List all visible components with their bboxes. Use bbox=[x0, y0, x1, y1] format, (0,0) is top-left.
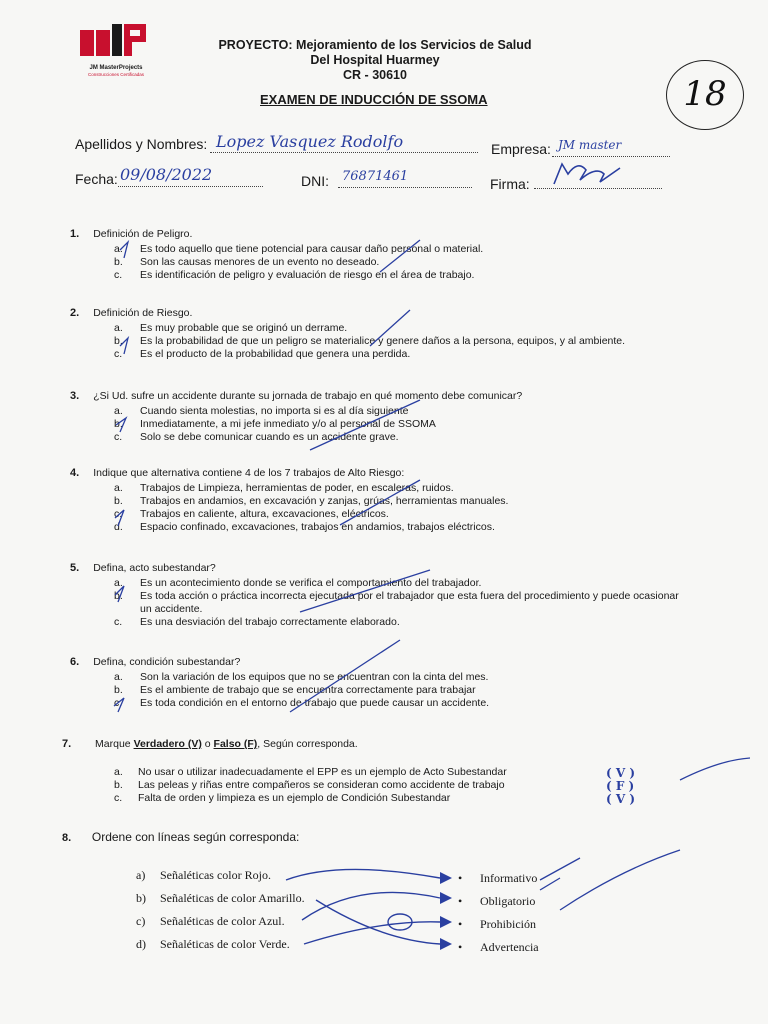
option-text: Es el producto de la probabilidad que genera una perdida. bbox=[140, 348, 411, 360]
match-text: Señaléticas de color Verde. bbox=[160, 937, 290, 951]
tf-letter: c. bbox=[114, 792, 123, 804]
option-text: Es muy probable que se originó un derrame. bbox=[140, 322, 348, 334]
option-text: Cuando sienta molestias, no importa si es al día siguiente bbox=[140, 405, 409, 417]
match-text: Señaléticas de color Amarillo. bbox=[160, 891, 305, 905]
option-text: Es toda condición en el entorno de trabajo que puede causar un accidente. bbox=[140, 697, 490, 709]
option-letter: b. bbox=[114, 684, 123, 696]
dni-value: 76871461 bbox=[342, 169, 409, 184]
date-value: 09/08/2022 bbox=[120, 165, 213, 184]
option-text: Es la probabilidad de que un peligro se materialice y genere daños a la persona, equipos, y al ambiente. bbox=[140, 335, 626, 347]
option-text: Es un acontecimiento donde se verifica el comportamiento del trabajador. bbox=[140, 577, 482, 589]
tf-text: Las peleas y riñas entre compañeros se consideran como accidente de trabajo bbox=[138, 779, 505, 791]
option-text: Es toda acción o práctica incorrecta ejecutada por el trabajador que esta fuera del procedimiento y puede ocasionar un accidente. bbox=[140, 590, 679, 615]
tf-text: Falta de orden y limpieza es un ejemplo de Condición Subestandar bbox=[138, 792, 451, 804]
option-text: Es identificación de peligro y evaluación de riesgo en el área de trabajo. bbox=[140, 269, 475, 281]
names-label: Apellidos y Nombres: bbox=[75, 136, 208, 152]
option-letter: a. bbox=[114, 243, 123, 255]
question-number: 2. bbox=[70, 307, 80, 319]
option-text: Es el ambiente de trabajo que se encuentra correctamente para trabajar bbox=[140, 684, 476, 696]
question-text: Indique que alternativa contiene 4 de los 7 trabajos de Alto Riesgo: bbox=[93, 467, 405, 479]
tf-letter: a. bbox=[114, 766, 123, 778]
match-text: Señaléticas color Rojo. bbox=[160, 868, 271, 882]
option-letter: b. bbox=[114, 495, 123, 507]
question-text: Defina, acto subestandar? bbox=[93, 562, 216, 574]
option-letter: a. bbox=[114, 322, 123, 334]
tf-answer[interactable]: ( F ) bbox=[606, 779, 635, 793]
project-line-1: PROYECTO: Mejoramiento de los Servicios de Salud bbox=[218, 38, 532, 52]
logo-subcaption: Construcciones Certificadas bbox=[87, 72, 145, 77]
question-8-text: Ordene con líneas según corresponda: bbox=[91, 830, 300, 844]
option-text: Trabajos de Limpieza, herramientas de poder, en escaleras, ruidos. bbox=[140, 482, 454, 494]
tf-answer[interactable]: ( V ) bbox=[606, 792, 636, 806]
q7-true-label: Verdadero (V) bbox=[133, 738, 202, 750]
signature-label: Firma: bbox=[490, 176, 530, 192]
question-7-text-post: , Según corresponda. bbox=[257, 738, 358, 750]
match-category: Informativo bbox=[480, 871, 538, 885]
date-label: Fecha: bbox=[75, 171, 118, 187]
option-text: Son la variación de los equipos que no se encuentran con la cinta del mes. bbox=[140, 671, 489, 683]
bullet-icon: • bbox=[458, 871, 463, 885]
option-letter: a. bbox=[114, 577, 123, 589]
match-letter: d) bbox=[136, 937, 146, 951]
match-letter: c) bbox=[136, 914, 146, 928]
option-letter: b. bbox=[114, 418, 123, 430]
tf-answer[interactable]: ( V ) bbox=[606, 766, 636, 780]
option-letter: b. bbox=[114, 335, 123, 347]
q7-false-label: Falso (F) bbox=[213, 738, 258, 750]
question-text: Definición de Riesgo. bbox=[93, 307, 193, 319]
option-text: Es todo aquello que tiene potencial para causar daño personal o material. bbox=[140, 243, 484, 255]
question-number: 1. bbox=[70, 228, 80, 240]
option-letter: a. bbox=[114, 405, 123, 417]
option-letter: a. bbox=[114, 671, 123, 683]
option-letter: a. bbox=[114, 482, 123, 494]
question-8-number: 8. bbox=[62, 832, 72, 844]
names-value: Lopez Vasquez Rodolfo bbox=[216, 132, 404, 151]
option-text: Inmediatamente, a mi jefe inmediato y/o al personal de SSOMA bbox=[140, 418, 436, 430]
option-letter: c. bbox=[114, 697, 123, 709]
logo-caption: JM MasterProjects bbox=[89, 65, 143, 71]
option-text: Son las causas menores de un evento no deseado. bbox=[140, 256, 380, 268]
option-letter: c. bbox=[114, 431, 123, 443]
question-number: 3. bbox=[70, 390, 80, 402]
bullet-icon: • bbox=[458, 940, 463, 954]
option-text: Es una desviación del trabajo correctamente elaborado. bbox=[140, 616, 400, 628]
match-category: Prohibición bbox=[480, 917, 536, 931]
question-number: 5. bbox=[70, 562, 80, 574]
tf-text: No usar o utilizar inadecuadamente el EPP es un ejemplo de Acto Subestandar bbox=[138, 766, 507, 778]
project-line-3: CR - 30610 bbox=[343, 68, 407, 82]
question-text: Defina, condición subestandar? bbox=[93, 656, 241, 668]
option-letter: c. bbox=[114, 508, 123, 520]
match-category: Advertencia bbox=[480, 940, 539, 954]
option-text: Trabajos en caliente, altura, excavaciones, eléctricos. bbox=[140, 508, 389, 520]
match-category: Obligatorio bbox=[480, 894, 536, 908]
option-letter: c. bbox=[114, 348, 123, 360]
match-letter: b) bbox=[136, 891, 146, 905]
score-value: 18 bbox=[683, 74, 727, 114]
option-letter: b. bbox=[114, 590, 123, 602]
tf-letter: b. bbox=[114, 779, 123, 791]
question-text: ¿Si Ud. sufre un accidente durante su jornada de trabajo en qué momento debe comunicar? bbox=[93, 390, 523, 402]
option-letter: c. bbox=[114, 269, 123, 281]
option-letter: c. bbox=[114, 616, 123, 628]
company-value: JM master bbox=[558, 138, 622, 152]
bullet-icon: • bbox=[458, 917, 463, 931]
question-number: 6. bbox=[70, 656, 80, 668]
bullet-icon: • bbox=[458, 894, 463, 908]
option-text: Solo se debe comunicar cuando es un accidente grave. bbox=[140, 431, 399, 443]
question-text: Definición de Peligro. bbox=[93, 228, 193, 240]
dni-label: DNI: bbox=[301, 173, 329, 189]
match-letter: a) bbox=[136, 868, 146, 882]
question-7-number: 7. bbox=[62, 738, 72, 750]
option-letter: d. bbox=[114, 521, 123, 533]
question-7-text-pre: Marque bbox=[95, 738, 134, 750]
exam-title: EXAMEN DE INDUCCIÓN DE SSOMA bbox=[260, 92, 488, 107]
option-text: Trabajos en andamios, en excavación y zanjas, grúas, herramientas manuales. bbox=[140, 495, 509, 507]
option-text: Espacio confinado, excavaciones, trabajos en andamios, trabajos eléctricos. bbox=[140, 521, 495, 533]
option-letter: b. bbox=[114, 256, 123, 268]
question-7-mid: o bbox=[201, 738, 214, 750]
project-line-2: Del Hospital Huarmey bbox=[310, 53, 440, 67]
question-number: 4. bbox=[70, 467, 80, 479]
match-text: Señaléticas de color Azul. bbox=[160, 914, 285, 928]
company-label: Empresa: bbox=[491, 141, 551, 157]
